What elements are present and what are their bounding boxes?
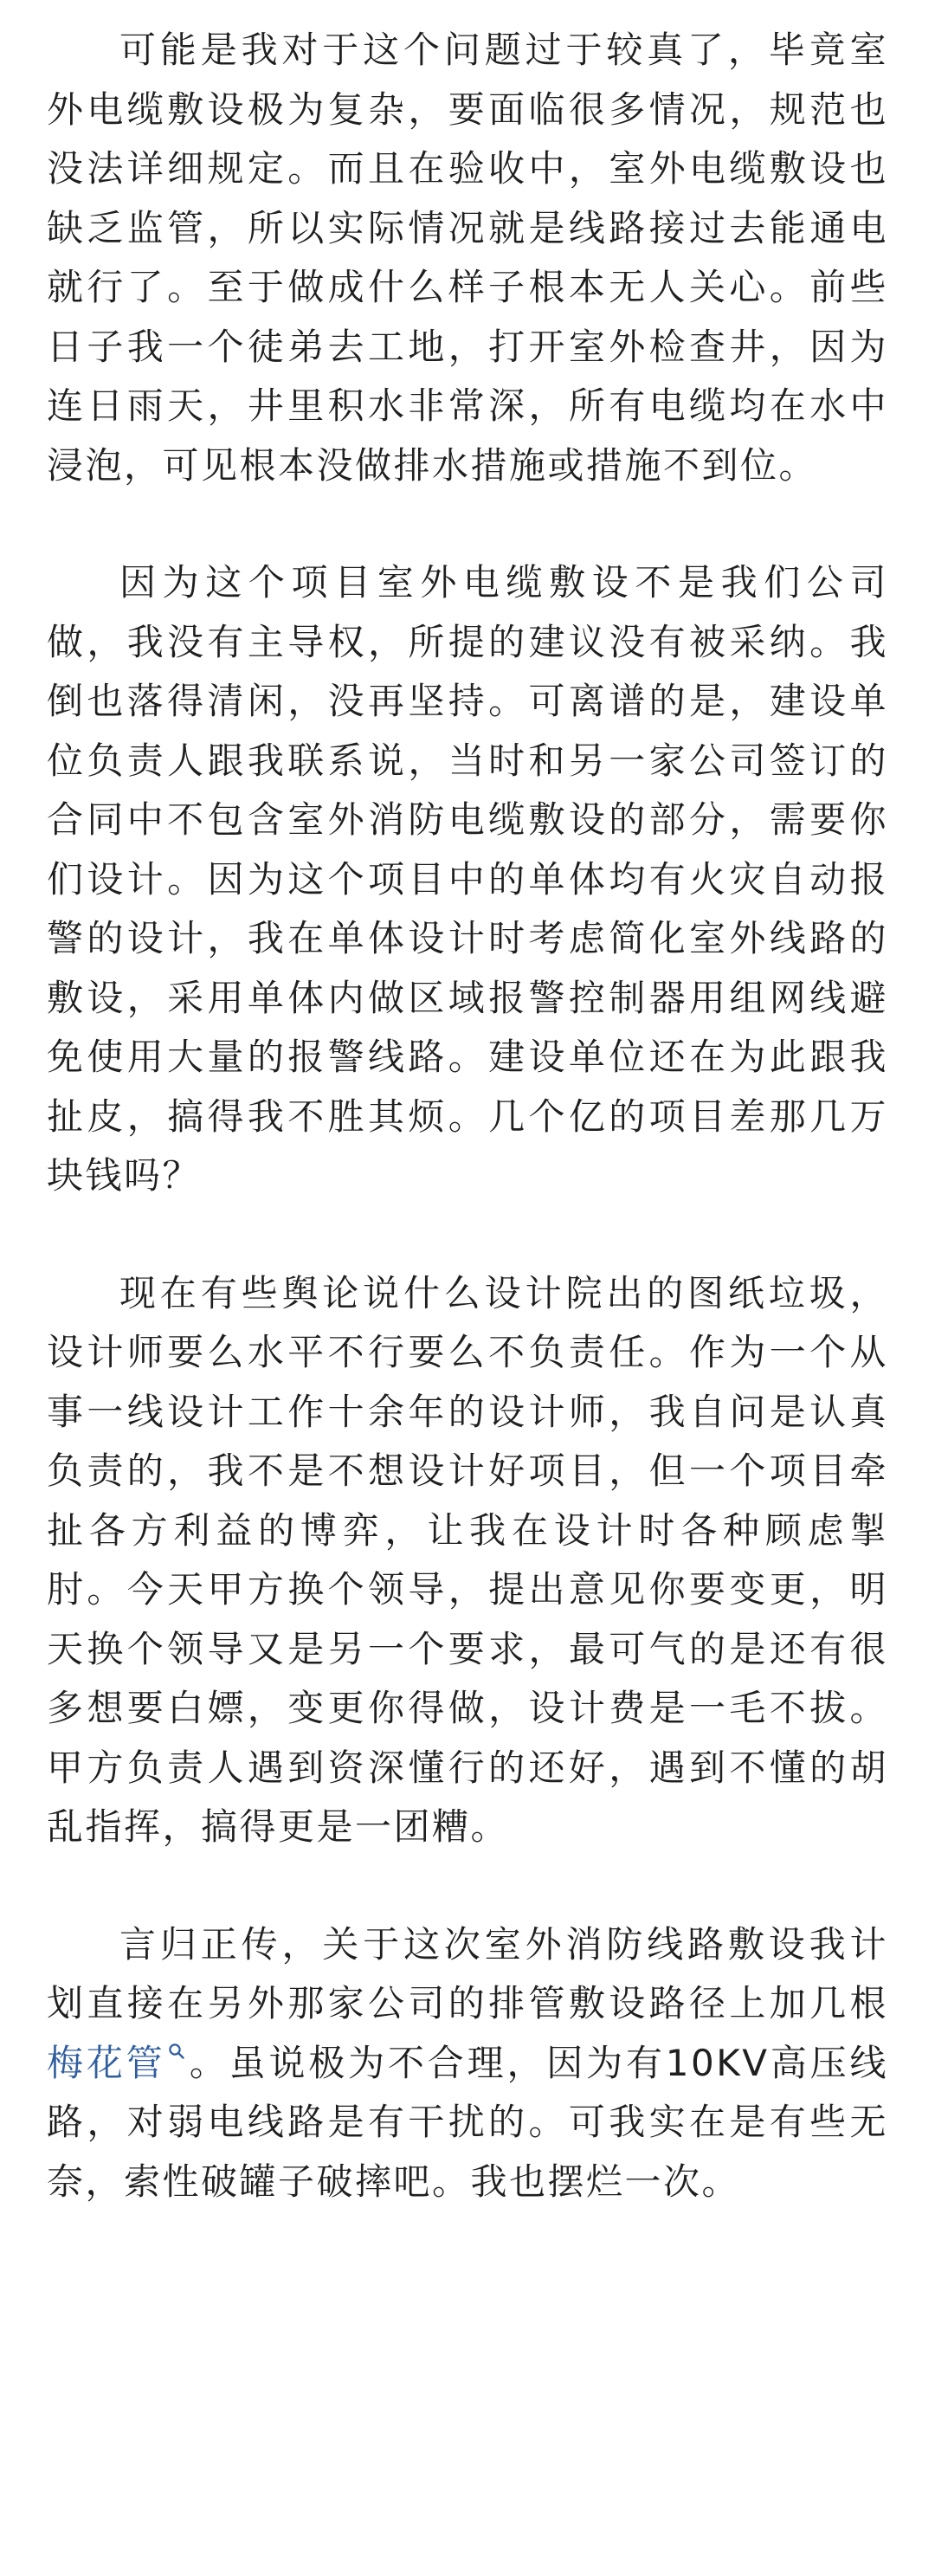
paragraph-4-lead-text: 言归正传，关于这次室外消防线路敷设我计划直接在另外那家公司的排管敷设路径上加几根 [47,1922,888,2024]
paragraph-3: 现在有些舆论说什么设计院出的图纸垃圾，设计师要么水平不行要么不负责任。作为一个从事一线设计工作十余年的设计师，我自问是认真负责的，我不是不想设计好项目，但一个项目牵扯各方利益的博弈，让我在设计时各种顾虑掣肘。今天甲方换个领导，提出意见你要变更，明天换个领导又是另一个要求，最可气的是还有很多想要白嫖，变更你得做，设计费是一毛不拔。甲方负责人遇到资深懂行的还好，遇到不懂的胡乱指挥，搞得更是一团糟。 [47,1271,888,1848]
search-icon [168,2043,185,2060]
paragraph-1: 可能是我对于这个问题过于较真了，毕竟室外电缆敷设极为复杂，要面临很多情况，规范也没法详细规定。而且在验收中，室外电缆敷设也缺乏监管，所以实际情况就是线路接过去能通电就行了。至于做成什么样子根本无人关心。前些日子我一个徒弟去工地，打开室外检查井，因为连日雨天，井里积水非常深，所有电缆均在水中浸泡，可见根本没做排水措施或措施不到位。 [47,29,888,487]
search-link-label: 梅花管 [47,2041,166,2084]
paragraph-4 [47,1915,888,2212]
search-link-plum-pipe[interactable] [47,2042,189,2084]
paragraph-4-tail-text: 。虽说极为不合理，因为有10KV高压线路，对弱电线路是有干扰的。可我实在是有些无奈，索性破罐子破摔吧。我也摆烂一次。 [47,2041,888,2203]
paragraph-2: 因为这个项目室外电缆敷设不是我们公司做，我没有主导权，所提的建议没有被采纳。我倒也落得清闲，没再坚持。可离谱的是，建设单位负责人跟我联系说，当时和另一家公司签订的合同中不包含室外消防电缆敷设的部分，需要你们设计。因为这个项目中的单体均有火灾自动报警的设计，我在单体设计时考虑简化室外线路的敷设，采用单体内做区域报警控制器用组网线避免使用大量的报警线路。建设单位还在为此跟我扯皮，搞得我不胜其烦。几个亿的项目差那几万块钱吗？ [47,561,888,1197]
